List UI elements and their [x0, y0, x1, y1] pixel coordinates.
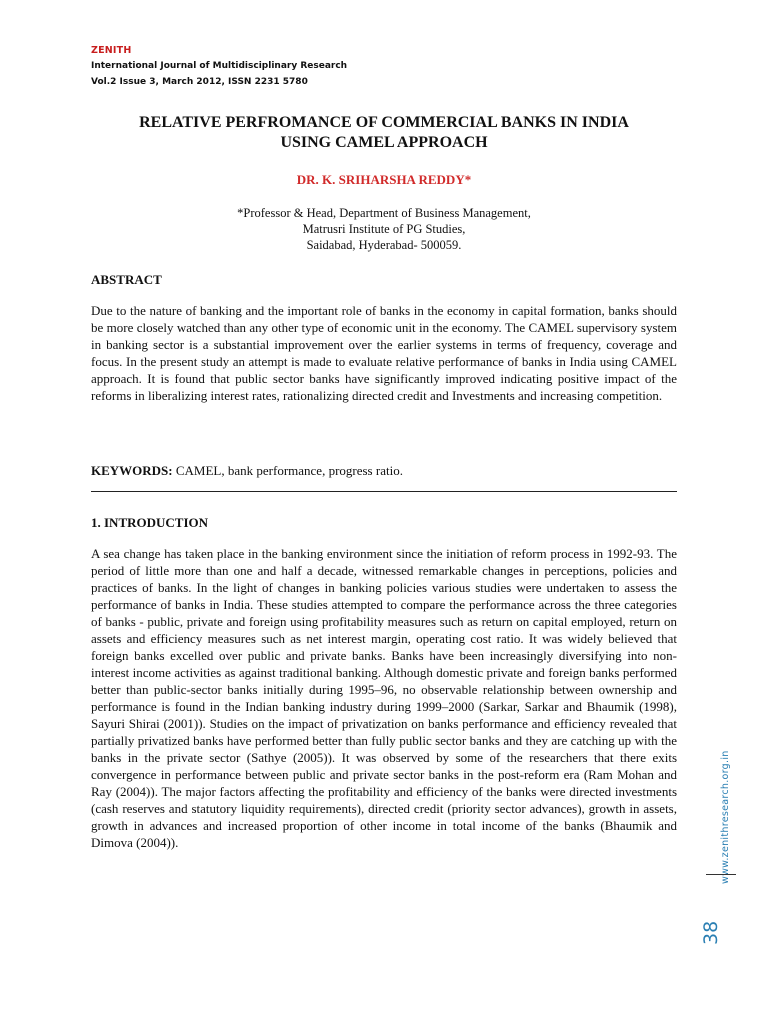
introduction-heading: 1. INTRODUCTION: [91, 515, 209, 530]
abstract-heading: ABSTRACT: [91, 272, 162, 287]
page-number-text: 38: [700, 920, 722, 945]
side-divider: [706, 874, 736, 875]
affiliation-line-3: Saidabad, Hyderabad- 500059.: [306, 238, 462, 252]
affiliation-line-1: *Professor & Head, Department of Business Management,: [237, 206, 531, 220]
section-divider: [91, 491, 677, 492]
keywords: [91, 463, 403, 479]
journal-header: [91, 44, 347, 90]
journal-issue: Vol.2 Issue 3, March 2012, ISSN 2231 5780: [91, 77, 308, 87]
keywords-label: KEYWORDS:: [91, 463, 173, 478]
paper-title-line-2: USING CAMEL APPROACH: [280, 134, 488, 151]
journal-name: International Journal of Multidisciplinary Research: [91, 61, 348, 71]
side-url[interactable]: [720, 714, 740, 884]
journal-brand: ZENITH: [91, 45, 132, 56]
paper-title: [91, 113, 677, 153]
affiliation-line-2: Matrusri Institute of PG Studies,: [302, 222, 466, 236]
keywords-text: CAMEL, bank performance, progress ratio.: [172, 463, 403, 478]
abstract-text: Due to the nature of banking and the important role of banks in the economy in capital formation, banks should be more closely watched than any other type of economic unit in the economy. The CAMEL supervisory system in banking sector is a substantial improvement over the earlier systems in terms of frequency, coverage and focus. In the present study an attempt is made to evaluate relative performance of banks in India using CAMEL approach. It is found that public sector banks have significantly improved indicating positive impact of the reforms in liberalizing interest rates, rationalizing directed credit and Investments and increasing competition.: [91, 303, 677, 403]
author-affiliation: [91, 205, 677, 253]
page-number: [700, 905, 730, 945]
introduction-text: A sea change has taken place in the banking environment since the initiation of reform process in 1992-93. The period of little more than one and half a decade, witnessed remarkable changes in perceptions, policies and practices of banks. In the light of changes in banking policies various studies were undertaken to assess the performance of banks in India. These studies attempted to compare the performance across the three categories of banks - public, private and foreign using profitability measures such as return on capital employed, return on assets and efficiency measures such as net interest margin, operating cost ratio. It was widely believed that foreign banks excelled over public and private banks. Banks have been increasingly diversifying into non-interest income activities as against traditional banking. Although domestic private and foreign banks performed better than public-sector banks initially during 1995–96, no observable relationship between ownership and performance is found in the Indian banking industry during 1999–2000 (Sarkar, Sarkar and Bhaumik (1998), Sayuri Shirai (2001)). Studies on the impact of privatization on banks performance and efficiency revealed that partially privatized banks have performed better than fully public sector banks and they are catching up with the banks in the private sector (Sathye (2005)). It was observed by some of the researchers that there exits convergence in performance between public and private sector banks in the post-reform era (Ram Mohan and Ray (2004)). The major factors affecting the profitability and efficiency of the banks were directed investments (cash reserves and statutory liquidity requirements), directed credit (priority sector advances), growth in assets, growth in advances and increased proportion of other income in total income of the banks (Bhaumik and Dimova (2004)).: [91, 546, 677, 850]
author-name: DR. K. SRIHARSHA REDDY*: [296, 172, 472, 187]
paper-title-line-1: RELATIVE PERFROMANCE OF COMMERCIAL BANKS IN INDIA: [139, 114, 629, 131]
side-url-text[interactable]: www.zenithresearch.org.in: [720, 750, 731, 884]
